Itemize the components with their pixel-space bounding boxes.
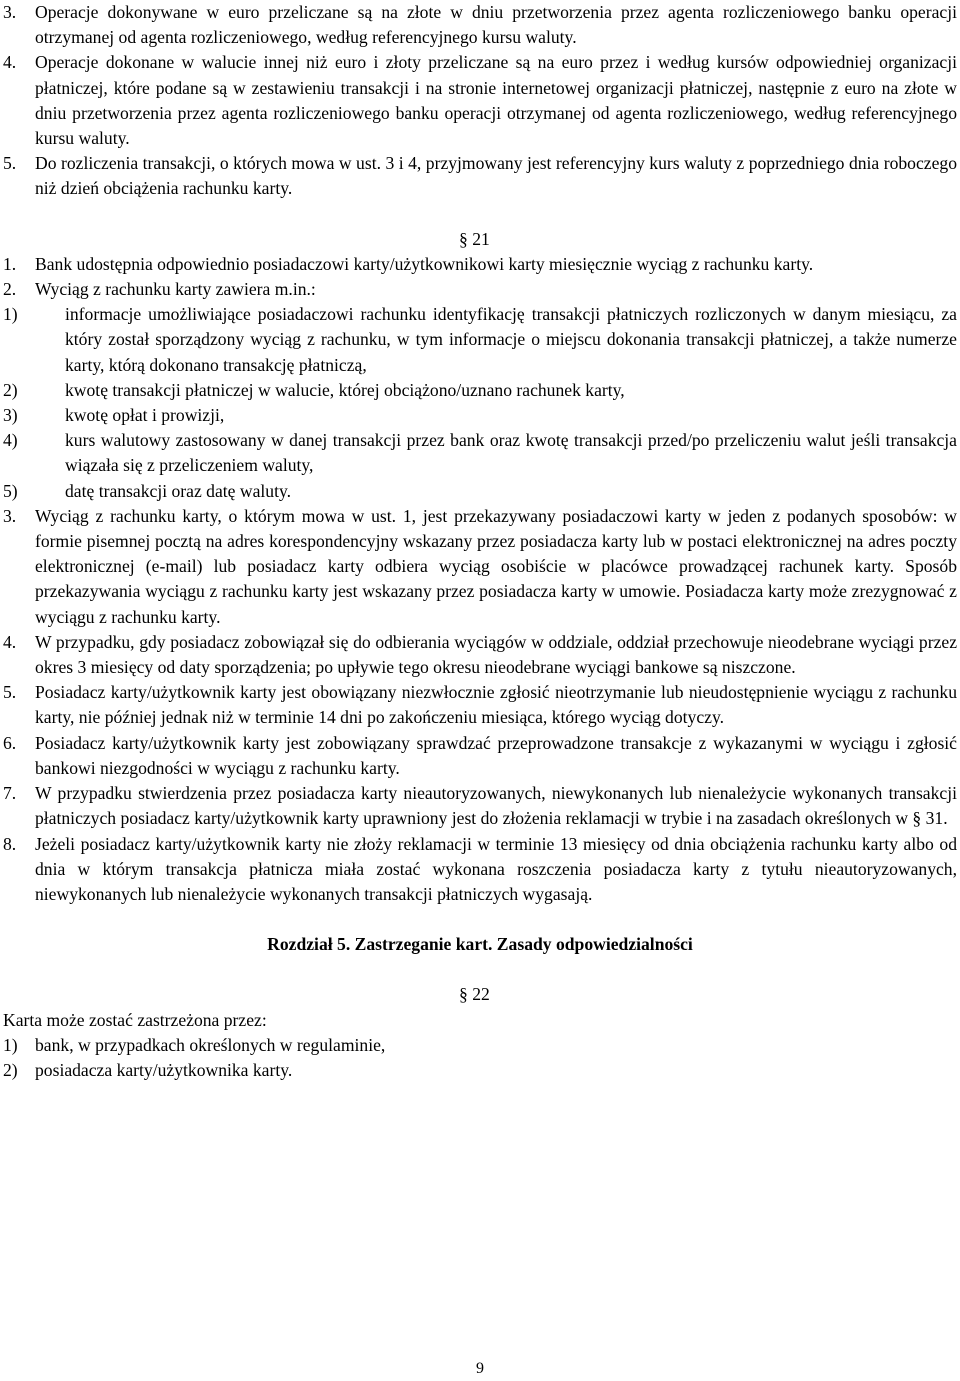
- list-item: [3, 680, 957, 730]
- list-item: [3, 731, 957, 781]
- item-text: informacje umożliwiające posiadaczowi rachunku identyfikację transakcji płatniczych rozliczonych w danym miesiącu, za który został sporządzony wyciąg z rachunku, w tym informacje o miejscu dokonania transakcji płatniczej, a także numerze karty, którą dokonano transakcję płatniczą,: [65, 304, 957, 375]
- list-item: [3, 151, 957, 201]
- item-number: 7.: [3, 783, 17, 804]
- page-number: 9: [476, 1360, 484, 1377]
- item-number: 4.: [3, 52, 17, 73]
- item-text: kurs walutowy zastosowany w danej transakcji przez bank oraz kwotę transakcji przed/po przeliczeniu walut jeśli transakcja wiązała się z przeliczeniem waluty,: [65, 430, 957, 476]
- item-text: Operacje dokonywane w euro przeliczane są na złote w dniu przetworzenia przez agenta rozliczeniowego banku operacji otrzymanej od agenta rozliczeniowego, według referencyjnego kursu waluty.: [35, 2, 957, 48]
- sub-list-item: [3, 479, 957, 504]
- section-top-list: [3, 0, 957, 202]
- item-number: 5.: [3, 682, 17, 703]
- item-number: 8.: [3, 833, 17, 854]
- spacer: [3, 907, 957, 932]
- list-item: [3, 832, 957, 908]
- sub-list-item: [3, 378, 957, 403]
- sub-list-item: [3, 403, 957, 428]
- chapter-heading: Rozdział 5. Zastrzeganie kart. Zasady odpowiedzialności: [267, 934, 693, 955]
- item-number: 3): [3, 405, 18, 426]
- item-text: Wyciąg z rachunku karty, o którym mowa w ust. 1, jest przekazywany posiadaczowi karty w jeden z podanych sposobów: w formie pisemnej pocztą na adres korespondencyjny wskazany przez posiadacza karty lub w postaci elektronicznej na adres poczty elektronicznej (e-mail) lub posiadacz karty odbiera wyciąg osobiście w placówce prowadzącej rachunek karty. Sposób przekazywania wyciągu z rachunku karty jest wskazany przez posiadacza karty w umowie. Posiadacza karty może zrezygnować z wyciągu z rachunku karty.: [35, 505, 957, 627]
- item-number: 1.: [3, 253, 17, 274]
- item-number: 2): [3, 1059, 18, 1080]
- item-number: 5): [3, 480, 18, 501]
- item-text: Wyciąg z rachunku karty zawiera m.in.:: [35, 279, 316, 300]
- item-number: 4.: [3, 631, 17, 652]
- item-number: 1): [3, 304, 18, 325]
- item-number: 2.: [3, 279, 17, 300]
- list-item: [3, 50, 957, 151]
- sub-list-item: [3, 302, 957, 378]
- paragraph-mark-21: § 21: [459, 228, 490, 249]
- spacer: [3, 202, 957, 227]
- list-item: [3, 252, 957, 277]
- list-item: [3, 781, 957, 831]
- item-number: 1): [3, 1034, 18, 1055]
- paragraph-mark-22: § 22: [459, 984, 490, 1005]
- item-number: 3.: [3, 505, 17, 526]
- para22-list: [3, 1033, 957, 1083]
- item-number: 5.: [3, 153, 17, 174]
- item-number: 6.: [3, 732, 17, 753]
- list-item: [3, 504, 957, 630]
- document-page: [3, 0, 957, 1083]
- para21-list: [3, 252, 957, 907]
- item-text: kwotę transakcji płatniczej w walucie, której obciążono/uznano rachunek karty,: [65, 379, 625, 400]
- list-item: [3, 1058, 957, 1083]
- item-text: Operacje dokonane w walucie innej niż euro i złoty przeliczane są na euro przez i według kursów odpowiedniej organizacji płatniczej, które podane są w zestawieniu transakcji i na stronie internetowej organizacji płatniczej, następnie z euro na złote w dniu przetworzenia przez agenta rozliczeniowego banku operacji otrzymanej od agenta rozliczeniowego, według referencyjnego kursu waluty.: [35, 52, 957, 149]
- item-text: kwotę opłat i prowizji,: [65, 405, 225, 426]
- item-text: W przypadku, gdy posiadacz zobowiązał się do odbierania wyciągów w oddziale, oddział przechowuje nieodebrane wyciągi przez okres 3 miesięcy od daty sporządzenia; po upływie tego okresu nieodebrane wyciągi bankowe są niszczone.: [35, 631, 957, 678]
- spacer: [3, 957, 957, 982]
- list-item: [3, 1033, 957, 1058]
- item-text: Posiadacz karty/użytkownik karty jest obowiązany niezwłocznie zgłosić nieotrzymanie lub nieudostępnienie wyciągu z rachunku karty, nie później jednak niż w terminie 14 dni po zakończeniu miesiąca, którego wyciąg dotyczy.: [35, 682, 957, 728]
- para22-intro: Karta może zostać zastrzeżona przez:: [3, 1009, 267, 1030]
- item-text: bank, w przypadkach określonych w regulaminie,: [35, 1034, 386, 1055]
- item-text: W przypadku stwierdzenia przez posiadacza karty nieautoryzowanych, niewykonanych lub nienależycie wykonanych transakcji płatniczych posiadacz karty/użytkownik karty uprawniony jest do złożenia reklamacji w trybie i na zasadach określonych w § 31.: [35, 783, 957, 829]
- item-text: Jeżeli posiadacz karty/użytkownik karty nie złoży reklamacji w terminie 13 miesięcy od dnia obciążenia rachunku karty albo od dnia w którym transakcja płatnicza miała zostać wykonana roszczenia posiadacza karty z tytułu nieautoryzowanych, niewykonanych lub nienależycie wykonanych transakcji płatniczych wygasają.: [35, 833, 957, 904]
- item-number: 4): [3, 430, 18, 451]
- item-number: 3.: [3, 2, 17, 22]
- item-text: Do rozliczenia transakcji, o których mowa w ust. 3 i 4, przyjmowany jest referencyjny kurs waluty z poprzedniego dnia roboczego niż dzień obciążenia rachunku karty.: [35, 153, 957, 199]
- item-number: 2): [3, 379, 18, 400]
- sub-list-item: [3, 428, 957, 478]
- item-text: posiadacza karty/użytkownika karty.: [35, 1059, 293, 1080]
- list-item: [3, 630, 957, 680]
- list-item: [3, 277, 957, 302]
- item-text: Bank udostępnia odpowiednio posiadaczowi karty/użytkownikowi karty miesięcznie wyciąg z rachunku karty.: [35, 253, 814, 274]
- list-item: [3, 0, 957, 50]
- item-text: datę transakcji oraz datę waluty.: [65, 480, 292, 501]
- item-text: Posiadacz karty/użytkownik karty jest zobowiązany sprawdzać przeprowadzone transakcje z wykazanymi w wyciągu i zgłosić bankowi niezgodności w wyciągu z rachunku karty.: [35, 732, 957, 778]
